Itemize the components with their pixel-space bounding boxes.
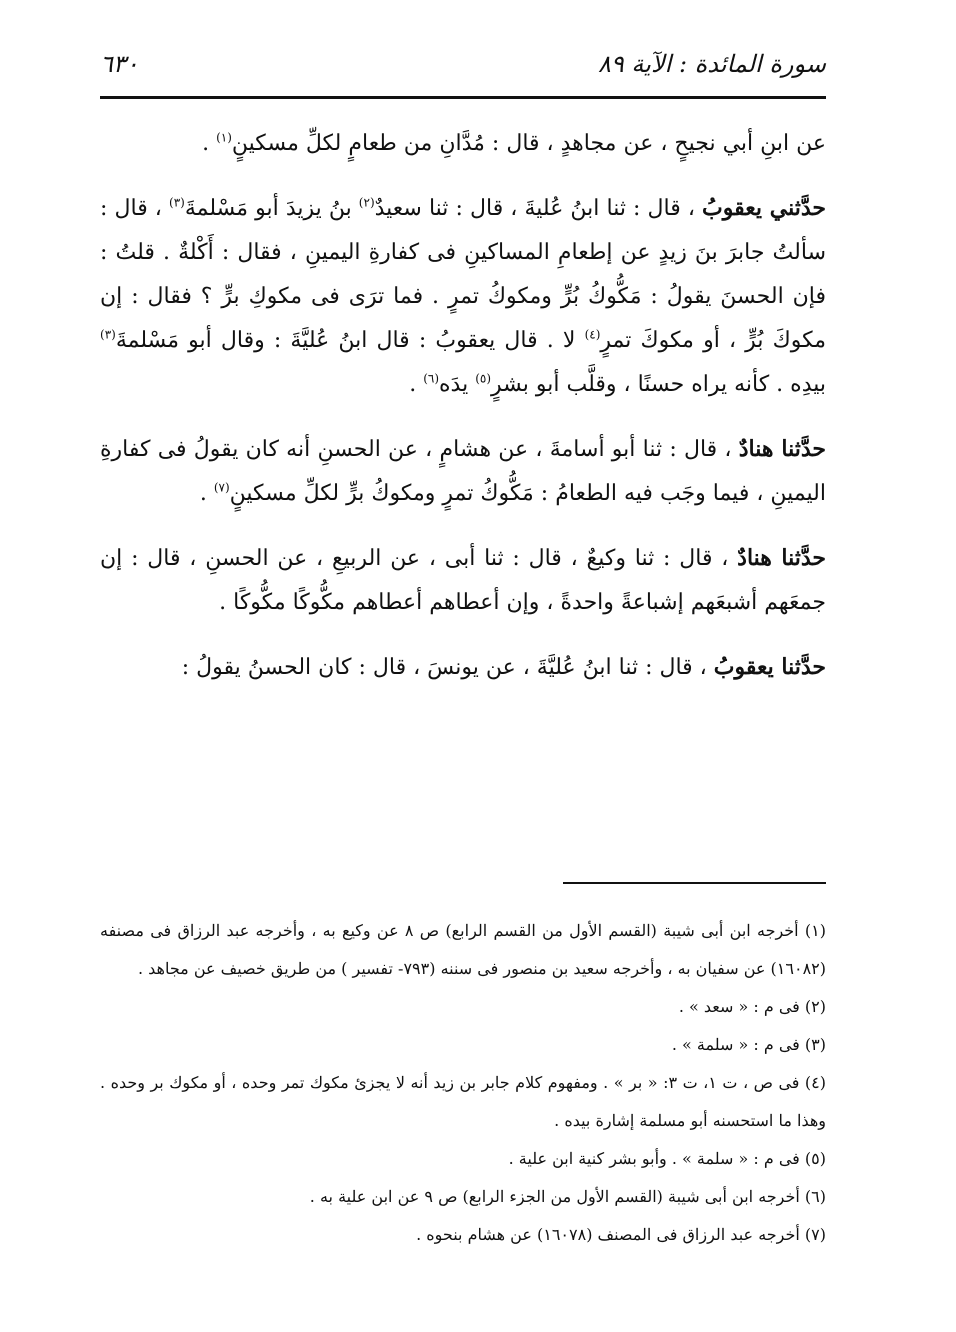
text-run: ، قال : ثنا ابنُ عُليَّةَ ، عن يونسَ ، قال : كان الحسنُ يقولُ : [181,655,714,680]
footnote-ref-7: (٧) [213,480,230,495]
paragraph-3 [100,427,826,516]
footnote-6: (٦) أخرجه ابن أبى شيبة (القسم الأول من الجزء الرابع) ص ٩ عن ابن علية به . [309,1187,826,1206]
footnote-ref-5: (٥) [475,371,492,386]
footnote-4: (٤) فى ص ، ت ١، ت ٣: « بر » . ومفهوم كلام جابر بن زيد أنه لا يجزئ مكوك تمر وحده ، أو مكوك بر وحده . وهذا ما استحسنه أبو مسلمة إشارة بيده . [100,1073,827,1130]
text-run: عن ابنِ أبي نجيحٍ ، عن مجاهدٍ ، قال : مُدَّانِ من طعامٍ لكلِّ مسكينٍ [231,131,826,156]
page-number: ٦٣٠ [100,50,139,78]
narration-lead: حدَّثنا هنادٌ [737,545,826,571]
footnote-ref-6: (٦) [423,371,440,386]
text-run: ، قال : سألتُ جابرَ بنَ زيدٍ عن إطعامِ المساكينِ فى كفارةِ اليمينِ ، فقال : أَكْلةٌ . قلتُ : فإن الحسنَ يقولُ : مَكُّوكُ بُرٍّ ومكوكُ تمرٍ . فما ترَى فى مكوكِ برٍّ ؟ فقال : إن مكوكَ بُرٍّ ، أو مكوكَ تمرٍ [100,196,826,353]
text-run: يدَه [439,372,476,397]
text-run: بيدِه . كأنه يراه حسنًا ، وقلَّب أبو بشرٍ [491,372,826,397]
page-header [100,40,826,88]
text-run: ، قال : ثنا وكيعٌ ، قال : ثنا أبى ، عن الربيعِ ، عن الحسنِ ، قال : إن جمعَهم أشبعَهم إشباعةً واحدةً ، وإن أعطاهم أعطاهم مكُّوكًا مكُّوكًا . [100,546,826,615]
text-run: لا . قال يعقوبُ : قال ابنُ عُليَّةَ : وقال أبو مَسْلمةَ [115,328,585,353]
footnotes [100,912,826,1254]
footnote-ref-3b: (٣) [100,327,116,342]
footnote-ref-2: (٢) [358,195,375,210]
footnote-ref-4: (٤) [584,327,601,342]
footnote-5: (٥) فى م : « سلمة » . وأبو بشر كنية ابن علية . [508,1149,826,1168]
paragraph-2 [100,186,826,407]
text-run: ، قال : ثنا أبو أسامةَ ، عن هشامٍ ، عن الحسنِ أنه كان يقولُ فى كفارةِ اليمينِ ، فيما وجَب فيه الطعامُ : مَكُّوكُ تمرٍ ومكوكُ برٍّ لكلِّ مسكينٍ [100,437,826,506]
header-rule [100,96,826,99]
paragraph-4 [100,536,826,625]
paragraph-1 [100,122,826,166]
narration-lead: حدَّثنا هنادٌ [738,436,826,462]
footnote-1: (١) أخرجه ابن أبى شيبة (القسم الأول من القسم الرابع) ص ٨ عن وكيع به ، وأخرجه عبد الرزاق فى مصنفه (١٦٠٨٢) عن سفيان به ، وأخرجه سعيد بن منصور فى سننه (٧٩٣- تفسير ) من طريق خصيف عن مجاهد . [100,921,826,978]
main-text [100,122,826,710]
text-run: . [202,131,217,156]
narration-lead: حدَّثني يعقوبُ [702,195,826,221]
footnote-3: (٣) فى م : « سلمة » . [671,1035,826,1054]
text-run: ، قال : ثنا ابنُ عُليةَ ، قال : ثنا سعيدٌ [374,196,703,221]
footnote-2: (٢) فى م : « سعد » . [678,997,826,1016]
running-head: سورة المائدة : الآية ٨٩ [598,50,826,78]
footnote-7: (٧) أخرجه عبد الرزاق فى المصنف (١٦٠٧٨) عن هشام بنحوه . [416,1225,826,1244]
text-run: بنُ يزيدَ أبو مَسْلمةَ [184,196,359,221]
footnote-ref-1: (١) [216,130,232,145]
paragraph-5 [100,645,826,690]
narration-lead: حدَّثنا يعقوبُ [713,654,826,680]
text-run: . [409,372,424,397]
footnote-separator [563,882,826,884]
text-run: . [199,481,214,506]
footnote-ref-3: (٣) [169,195,185,210]
